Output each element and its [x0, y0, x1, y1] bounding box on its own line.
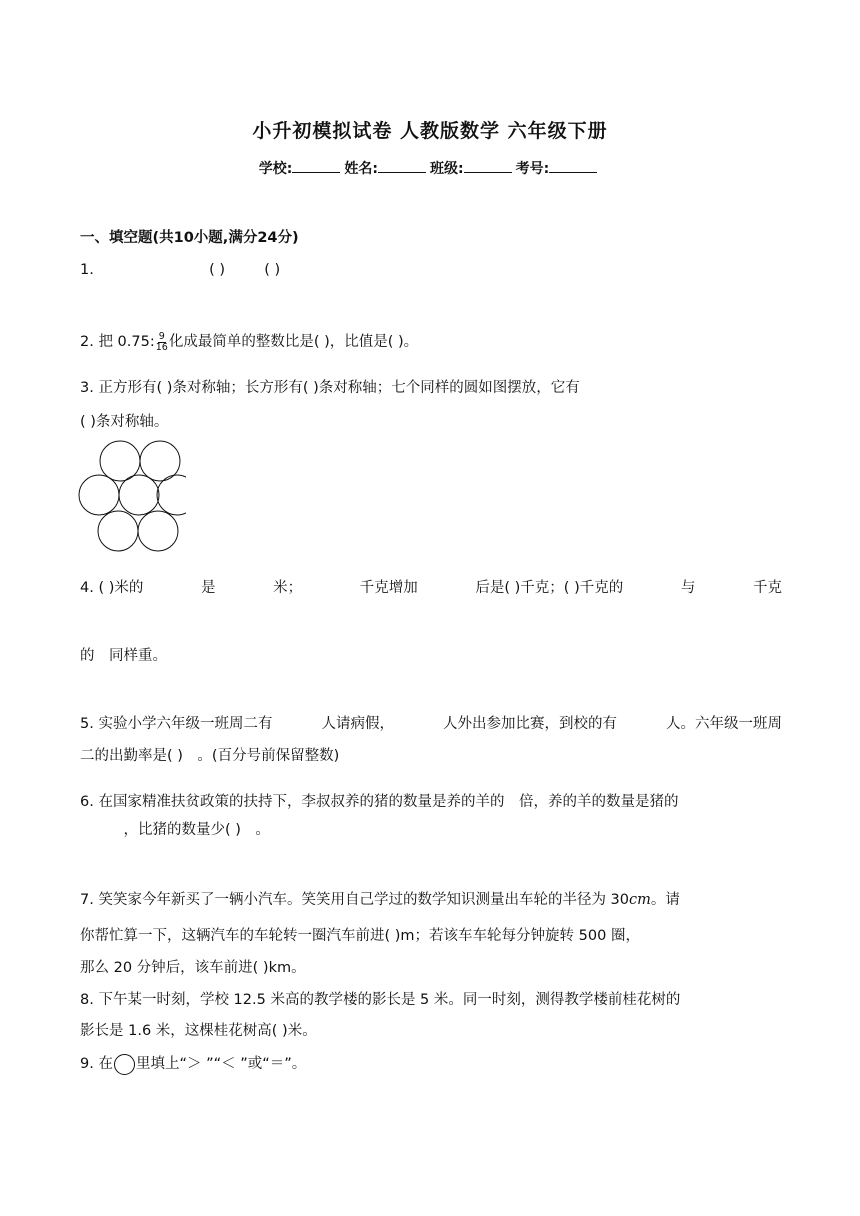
class-label: 班级:	[430, 161, 464, 177]
question-2	[80, 330, 418, 353]
question-3-line-2: ( )条对称轴。	[80, 414, 169, 430]
q5-part-2: 人请病假，	[321, 716, 394, 732]
name-blank[interactable]	[378, 160, 426, 173]
q1-blank-1[interactable]: ( )	[209, 262, 225, 278]
q9-suffix: 里填上“＞ ”“＜ ”或“＝”。	[135, 1056, 307, 1072]
section-heading-fill-in: 一、填空题(共10小题,满分24分)	[80, 230, 299, 246]
circle-bottom-right	[138, 511, 178, 551]
q2-suffix: 化成最简单的整数比是( )，比值是( )。	[168, 334, 419, 350]
seven-circles-figure	[76, 436, 186, 556]
q4-part-7: 千克	[752, 580, 782, 596]
q2-prefix: 2. 把 0.75:	[80, 334, 155, 350]
q2-fraction	[156, 332, 168, 353]
q2-fraction-numerator: 9	[158, 330, 165, 342]
q5-part-1: 5. 实验小学六年级一班周二有	[80, 716, 273, 732]
q4-part-2: 是	[201, 580, 216, 596]
q4-part-1: 4. ( )米的	[80, 580, 144, 596]
q7-unit-cm: cm	[629, 892, 651, 908]
q4-part-5: 后是( )千克；( )千克的	[475, 580, 624, 596]
compare-circle-blank[interactable]	[114, 1054, 135, 1075]
q9-prefix: 9. 在	[80, 1056, 113, 1072]
school-label: 学校:	[258, 161, 293, 177]
question-4-line-2: 的 同样重。	[80, 648, 167, 664]
number-blank[interactable]	[549, 160, 597, 173]
q4-part-6: 与	[680, 580, 696, 596]
q1-blank-2[interactable]: ( )	[264, 262, 281, 278]
name-label: 姓名:	[344, 161, 378, 177]
class-blank[interactable]	[464, 160, 512, 173]
q5-part-3: 人外出参加比赛，到校的有	[442, 716, 617, 732]
circle-bottom-left	[98, 511, 138, 551]
question-1	[80, 262, 280, 278]
q7-line1-post: 。请	[650, 892, 680, 908]
number-label: 考号:	[515, 161, 550, 177]
q4-part-4: 千克增加	[359, 580, 418, 596]
question-7-line-3: 那么 20 分钟后，该车前进( )km。	[80, 960, 306, 976]
question-4-line-1	[80, 576, 782, 597]
q5-part-4: 人。六年级一班周	[666, 716, 782, 732]
q7-line1-pre: 7. 笑笑家今年新买了一辆小汽车。笑笑用自己学过的数学知识测量出车轮的半径为 30	[80, 892, 630, 908]
school-blank[interactable]	[292, 160, 340, 173]
question-5-line-1	[80, 712, 782, 733]
question-6-line-2: ，比猪的数量少( ) 。	[80, 822, 270, 838]
question-7-line-1	[80, 888, 680, 909]
question-6-line-1: 6. 在国家精准扶贫政策的扶持下，李叔叔养的猪的数量是养的羊的 倍，养的羊的数量是猪的	[80, 794, 679, 810]
page-title: 小升初模拟试卷 人教版数学 六年级下册	[252, 120, 608, 142]
circle-top-left	[100, 441, 140, 481]
question-8-line-1: 8. 下午某一时刻，学校 12.5 米高的教学楼的影长是 5 米。同一时刻，测得教学楼前桂花树的	[80, 992, 681, 1008]
question-8-line-2: 影长是 1.6 米，这棵桂花树高( )米。	[80, 1023, 317, 1039]
q2-fraction-denominator: 16	[155, 341, 168, 353]
circle-middle-center	[119, 475, 159, 515]
question-5-line-2: 二的出勤率是( ) 。(百分号前保留整数)	[80, 748, 340, 764]
q1-number: 1.	[80, 262, 94, 278]
question-9	[80, 1052, 306, 1075]
q4-part-3: 米；	[273, 580, 303, 596]
question-7-line-2: 你帮忙算一下，这辆汽车的车轮转一圈汽车前进( )m；若该车车轮每分钟旋转 500 圈，	[80, 928, 640, 944]
circle-middle-left	[79, 475, 119, 515]
student-info-line	[0, 158, 860, 178]
question-3-line-1: 3. 正方形有( )条对称轴；长方形有( )条对称轴；七个同样的圆如图摆放，它有	[80, 380, 580, 396]
